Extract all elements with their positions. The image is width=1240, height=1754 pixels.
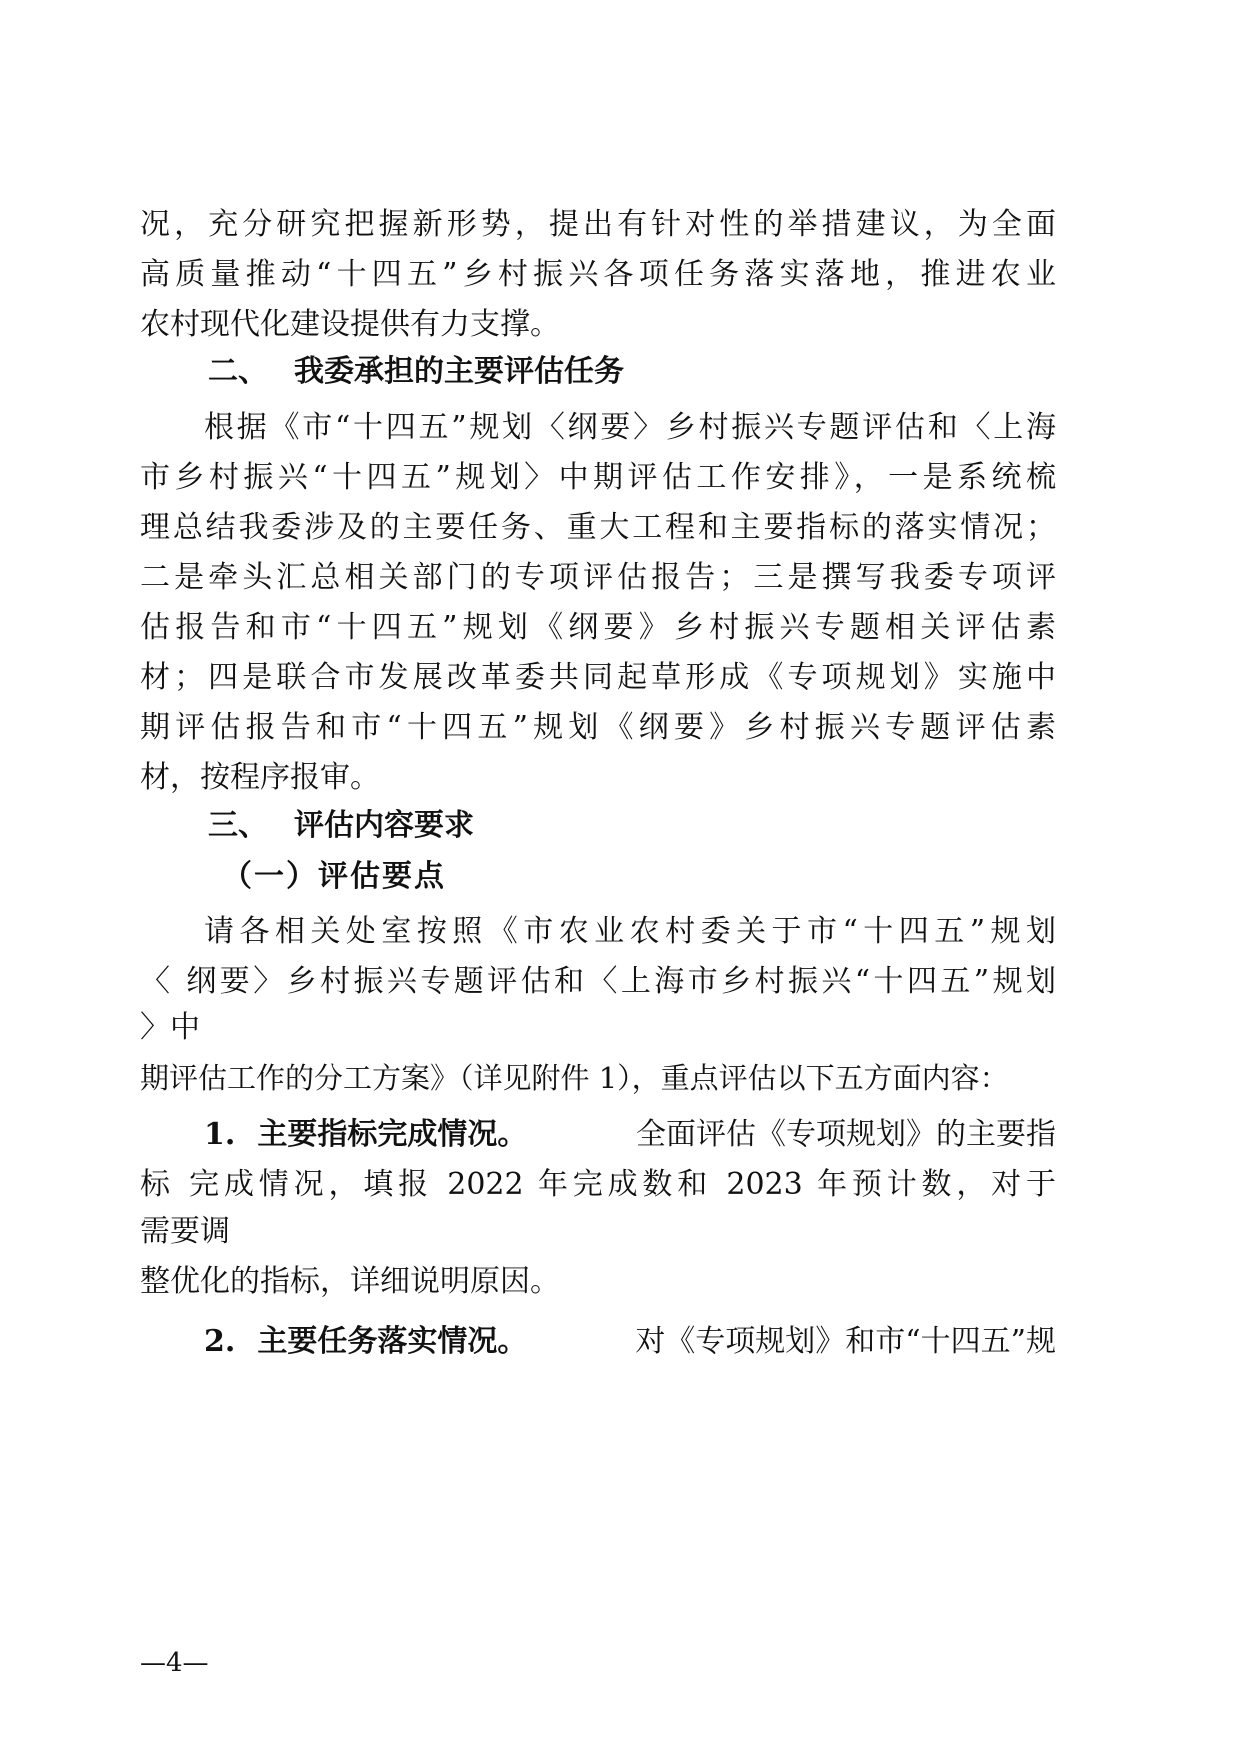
list-item-2 (204, 1322, 1056, 1362)
item-number: 1. (204, 1117, 236, 1152)
section-title: 我委承担的主要评估任务 (294, 354, 624, 389)
item-text: 对《专项规划》和市“十四五”规 (635, 1324, 1056, 1359)
section-number: 三、 (208, 808, 268, 843)
paragraph-line: 理总结我委涉及的主要任务、重大工程和主要指标的落实情况； (140, 510, 1056, 545)
paragraph-line: 标 完成情况，填报 2022 年完成数和 2023 年预计数，对于 (140, 1167, 1056, 1202)
paragraph-line: 市乡村振兴“十四五”规划〉中期评估工作安排》，一是系统梳 (140, 460, 1056, 495)
list-item-1 (204, 1115, 1056, 1155)
section-number: 二、 (208, 354, 268, 389)
paragraph-line: 整优化的指标，详细说明原因。 (140, 1264, 560, 1299)
paragraph-line: 根据《市“十四五”规划〈纲要〉乡村振兴专题评估和〈上海 (204, 410, 1056, 445)
section-heading-3 (208, 806, 1240, 846)
paragraph-line: 况，充分研究把握新形势，提出有针对性的举措建议，为全面 (140, 207, 1056, 242)
paragraph-line: 期评估工作的分工方案》（详见附件 1），重点评估以下五方面内容： (140, 1061, 1009, 1095)
paragraph-line: 二是牵头汇总相关部门的专项评估报告；三是撰写我委专项评 (140, 560, 1056, 595)
item-text: 全面评估《专项规划》的主要指 (636, 1117, 1056, 1152)
section-heading-2 (208, 352, 1240, 392)
item-title: 主要任务落实情况。 (257, 1324, 528, 1359)
paragraph-line: 需要调 (140, 1214, 230, 1249)
paragraph-line: 请各相关处室按照《市农业农村委关于市“十四五”规划 (204, 914, 1056, 949)
paragraph-line: 估报告和市“十四五”规划《纲要》乡村振兴专题相关评估素 (140, 610, 1056, 645)
item-number: 2. (204, 1324, 236, 1359)
paragraph-line: 农村现代化建设提供有力支撑。 (140, 307, 560, 342)
item-title: 主要指标完成情况。 (257, 1117, 528, 1152)
paragraph-line: 高质量推动“十四五”乡村振兴各项任务落实落地，推进农业 (140, 257, 1056, 292)
paragraph-line: 材，按程序报审。 (140, 760, 380, 795)
paragraph-line: 〉中 (140, 1010, 200, 1045)
paragraph-line: 期评估报告和市“十四五”规划《纲要》乡村振兴专题评估素 (140, 710, 1056, 745)
sub-heading: （一）评估要点 (222, 859, 446, 894)
paragraph-line: 〈 纲要〉乡村振兴专题评估和〈上海市乡村振兴“十四五”规划 (140, 964, 1056, 999)
page-number: —4— (140, 1648, 209, 1678)
section-title: 评估内容要求 (294, 808, 474, 843)
paragraph-line: 材；四是联合市发展改革委共同起草形成《专项规划》实施中 (140, 660, 1056, 695)
